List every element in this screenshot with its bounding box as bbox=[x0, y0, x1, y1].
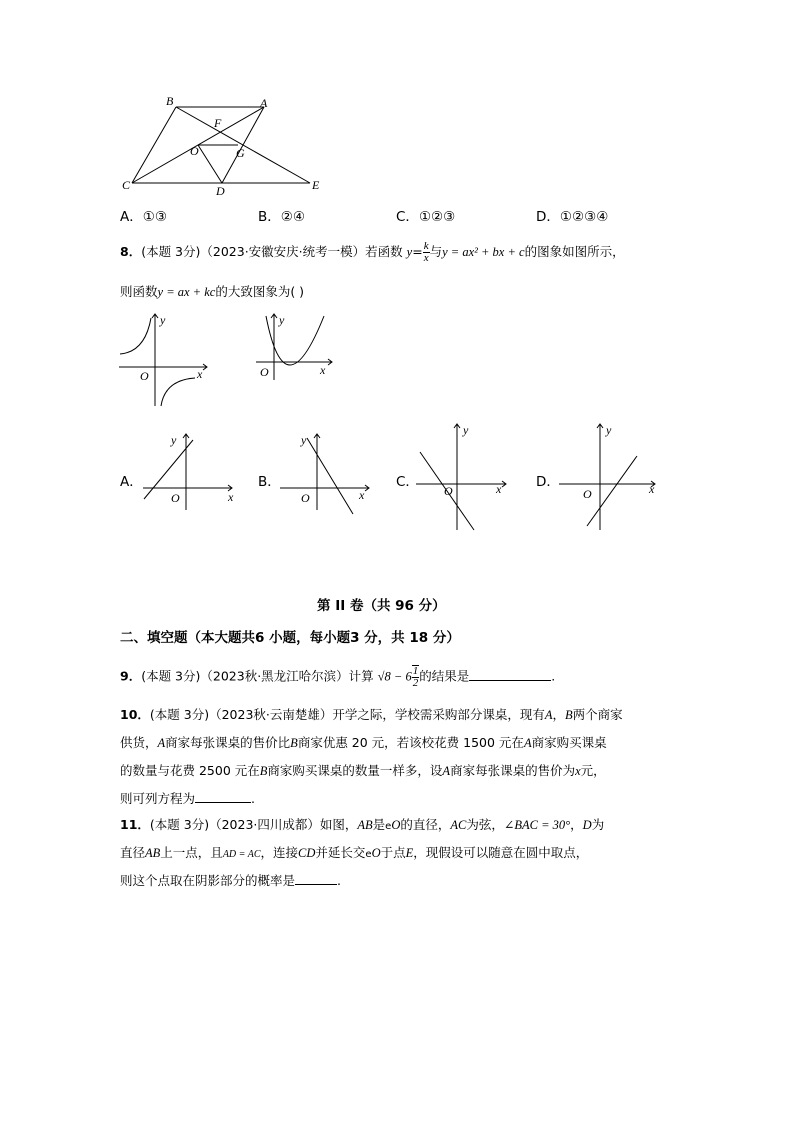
question-number: 11． bbox=[120, 817, 150, 832]
origin-label: O bbox=[444, 484, 453, 498]
text: 元， bbox=[580, 763, 606, 778]
point-label-b: B bbox=[166, 94, 174, 108]
line2-prefix: 则函数 bbox=[120, 284, 158, 299]
q8-option-a-letter[interactable]: A． bbox=[120, 474, 143, 490]
var-o: O bbox=[371, 846, 381, 860]
var-ab: AB bbox=[357, 818, 373, 832]
var-a: A bbox=[157, 736, 166, 750]
q7-option-c[interactable] bbox=[396, 205, 455, 225]
axis-label-x: x bbox=[496, 482, 502, 496]
text: (本题 3分)（2023秋·云南楚雄）开学之际，学校需采购部分课桌，现有 bbox=[149, 707, 545, 722]
axis-label-y: y bbox=[171, 433, 177, 447]
var-b: B bbox=[565, 708, 573, 722]
option-text: ①②③ bbox=[418, 209, 456, 225]
text: 上一点，且 bbox=[160, 845, 223, 860]
text: 的直径， bbox=[400, 817, 451, 832]
q7-geometry-figure bbox=[120, 95, 330, 200]
q8-option-c-letter[interactable]: C． bbox=[396, 474, 419, 490]
origin-label: O bbox=[260, 365, 269, 379]
tail-text: 的图象如图所示， bbox=[524, 244, 625, 259]
q8-option-b-letter[interactable]: B． bbox=[258, 474, 281, 490]
question-number: 10． bbox=[120, 707, 150, 722]
text: 直径 bbox=[120, 845, 146, 860]
text: 为弦， bbox=[466, 817, 504, 832]
origin-label: O bbox=[140, 369, 149, 383]
q8-option-d-letter[interactable]: D． bbox=[536, 474, 560, 490]
origin-label: O bbox=[301, 491, 310, 505]
end-mark: . bbox=[551, 668, 556, 684]
axis-label-y: y bbox=[606, 423, 612, 437]
axis-label-y: y bbox=[301, 433, 307, 447]
point-label-d: D bbox=[216, 184, 225, 198]
question-text: (本题 3分)（2023秋·黑龙江哈尔滨）计算 bbox=[141, 668, 374, 684]
origin-label: O bbox=[171, 491, 180, 505]
q10-line1 bbox=[120, 705, 623, 723]
option-text: ①③ bbox=[142, 209, 167, 225]
axis-label-x: x bbox=[320, 363, 326, 377]
text: 商家优惠 20 元，若该校花费 1500 元在 bbox=[297, 735, 524, 750]
var-ac: AC bbox=[450, 818, 467, 832]
text: 商家购买课桌的数量一样多，设 bbox=[267, 763, 443, 778]
func1-fraction bbox=[423, 241, 430, 264]
axis-label-x: x bbox=[359, 488, 365, 502]
q7-option-b[interactable] bbox=[258, 205, 305, 225]
text: 供货， bbox=[120, 735, 158, 750]
angle-expr: ∠BAC = 30° bbox=[503, 818, 571, 832]
line2-suffix: 的大致图象为( ) bbox=[215, 284, 305, 299]
q8-graph-parabola bbox=[252, 312, 342, 382]
text: 并延长交 bbox=[315, 845, 366, 860]
q11-line3 bbox=[120, 871, 341, 889]
origin-label: O bbox=[583, 487, 592, 501]
q10-line3 bbox=[120, 761, 606, 779]
option-letter: B． bbox=[258, 209, 281, 225]
q10-line2 bbox=[120, 733, 607, 751]
var-o: O bbox=[391, 818, 401, 832]
text: 则这个点取在阴影部分的概率是 bbox=[120, 873, 296, 888]
q11-line2 bbox=[120, 843, 588, 861]
text: ，连接 bbox=[260, 845, 299, 860]
text: 商家每张课桌的售价为 bbox=[450, 763, 576, 778]
q10-line4 bbox=[120, 789, 255, 807]
func1-eq: = bbox=[412, 244, 423, 259]
text: ，现假设可以随意在圆中取点， bbox=[413, 845, 589, 860]
option-text: ②④ bbox=[280, 209, 305, 225]
q8-option-a-graph[interactable] bbox=[138, 432, 248, 512]
text: 商家每张课桌的售价比 bbox=[165, 735, 291, 750]
var-x: x bbox=[575, 764, 581, 778]
axis-label-y: y bbox=[160, 313, 166, 327]
axis-label-x: x bbox=[649, 482, 655, 496]
section-heading: 二、填空题（本大题共6 小题，每小题3 分，共 18 分） bbox=[120, 630, 460, 646]
text: 则可列方程为 bbox=[120, 791, 196, 806]
point-label-e: E bbox=[312, 178, 320, 192]
func1-y: y bbox=[406, 245, 413, 259]
text: 商家购买课桌 bbox=[531, 735, 607, 750]
question-number: 8． bbox=[120, 244, 142, 259]
var-b: B bbox=[290, 736, 298, 750]
func1-numerator: k bbox=[423, 240, 429, 252]
point-label-o: O bbox=[190, 144, 199, 158]
mid-text: 与 bbox=[429, 244, 443, 259]
var-b: B bbox=[259, 764, 268, 778]
axis-label-x: x bbox=[197, 367, 203, 381]
q8-stem-line1 bbox=[120, 241, 625, 264]
func2-expression: y = ax² + bx + c bbox=[442, 245, 525, 259]
text: 两个商家 bbox=[572, 707, 623, 722]
q7-option-a[interactable] bbox=[120, 205, 167, 225]
var-a: A bbox=[544, 708, 553, 722]
sep: ， bbox=[570, 817, 583, 832]
end-mark: . bbox=[251, 791, 255, 806]
option-text: ①②③④ bbox=[559, 209, 609, 225]
var-a: A bbox=[523, 736, 532, 750]
var-e: E bbox=[405, 846, 414, 860]
text: (本题 3分)（2023·四川成都）如图， bbox=[149, 817, 358, 832]
expr: √8 − 6 bbox=[377, 669, 412, 684]
q8-option-b-graph[interactable] bbox=[275, 432, 385, 512]
q7-option-d[interactable] bbox=[536, 205, 608, 225]
answer-blank[interactable] bbox=[195, 789, 251, 803]
axis-label-y: y bbox=[463, 423, 469, 437]
point-label-a: A bbox=[260, 96, 268, 110]
text: 的数量与花费 2500 元在 bbox=[120, 763, 260, 778]
text: 于点 bbox=[380, 845, 406, 860]
condition-expr: AD = AC bbox=[222, 849, 261, 860]
part-title: 第 II 卷（共 96 分） bbox=[317, 598, 446, 614]
q8-option-d-graph[interactable] bbox=[555, 422, 665, 534]
question-number: 9． bbox=[120, 668, 142, 684]
circle-symbol: e bbox=[385, 821, 392, 832]
option-letter: C． bbox=[396, 209, 419, 225]
fraction-denominator: 2 bbox=[412, 677, 419, 689]
point-label-c: C bbox=[122, 178, 131, 192]
option-letter: D． bbox=[536, 209, 560, 225]
question-meta: (本题 3分)（2023·安徽安庆·统考一模）若函数 bbox=[141, 244, 403, 259]
func3-expression: y = ax + kc bbox=[157, 285, 216, 299]
fraction-numerator: 1 bbox=[412, 665, 419, 677]
q8-graph-inverse bbox=[115, 312, 215, 412]
q8-option-c-graph[interactable] bbox=[412, 422, 522, 534]
var-a: A bbox=[442, 764, 451, 778]
var-cd: CD bbox=[298, 846, 316, 860]
q11-line1 bbox=[120, 815, 604, 833]
circle-symbol: e bbox=[365, 849, 372, 860]
text: 为 bbox=[591, 817, 605, 832]
q8-stem-line2 bbox=[120, 282, 304, 300]
end-mark: . bbox=[337, 873, 341, 888]
answer-blank[interactable] bbox=[469, 667, 551, 681]
q9-line bbox=[120, 665, 555, 689]
point-label-g: G bbox=[236, 146, 245, 160]
var-ab: AB bbox=[145, 846, 161, 860]
option-letter: A． bbox=[120, 209, 143, 225]
text: 是 bbox=[372, 817, 386, 832]
point-label-f: F bbox=[214, 116, 222, 130]
suffix: 的结果是 bbox=[419, 668, 470, 684]
axis-label-x: x bbox=[228, 490, 234, 504]
func1-denominator: x bbox=[423, 252, 429, 264]
sep: ， bbox=[552, 707, 566, 722]
answer-blank[interactable] bbox=[295, 871, 337, 885]
axis-label-y: y bbox=[279, 313, 285, 327]
var-d: D bbox=[582, 818, 592, 832]
